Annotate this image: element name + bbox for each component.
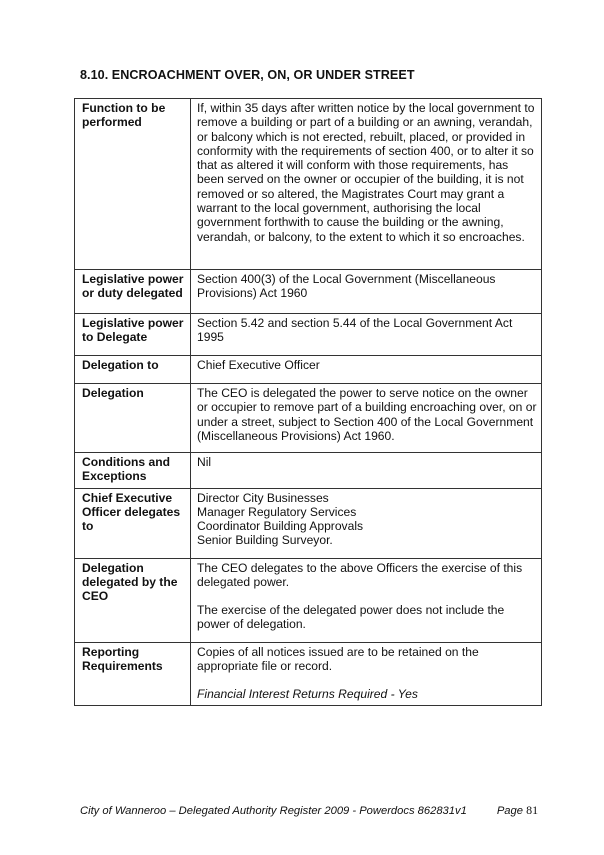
table-row [75, 453, 542, 489]
content-text: Financial Interest Returns Required - Yes [197, 687, 418, 702]
table-row [75, 488, 542, 558]
content-text: Section 400(3) of the Local Government (Miscellaneous Provisions) Act 1960 [197, 272, 496, 301]
row-label: Delegation [75, 384, 191, 453]
page-footer [80, 803, 538, 818]
row-label: Reporting Requirements [75, 642, 191, 706]
section-heading: 8.10. ENCROACHMENT OVER, ON, OR UNDER STREET [80, 68, 415, 82]
delegation-table [74, 98, 542, 706]
row-content [191, 99, 542, 270]
table-row [75, 384, 542, 453]
content-text: The CEO is delegated the power to serve notice on the owner or occupier to remove part of a building encroaching over, on or under a street, subject to Section 400 of the Local Government (Miscellaneous Provisions) Act 1960. [197, 386, 537, 443]
content-text: Coordinator Building Approvals [197, 519, 364, 534]
row-content [191, 270, 542, 314]
content-text: Nil [197, 455, 212, 469]
content-text: Chief Executive Officer [197, 358, 320, 372]
footer-page-number: 81 [526, 803, 539, 817]
row-label: Conditions and Exceptions [75, 453, 191, 489]
table-row [75, 558, 542, 642]
row-label: Delegation delegated by the CEO [75, 558, 191, 642]
content-text: Copies of all notices issued are to be retained on the appropriate file or record. [197, 644, 479, 673]
row-label: Function to be performed [75, 99, 191, 270]
table-row [75, 99, 542, 270]
row-label: Legislative power to Delegate [75, 314, 191, 356]
content-text: If, within 35 days after written notice by the local government to remove a building or part of a building or an awning, verandah, or balcony which is not erected, rebuilt, placed, or provided in conformity with the requirements of section 400, or to alter it so that as altered it will conform with those requirements, has been served on the owner or occupier of the building, it is not removed or so altered, the Magistrates Court may grant a warrant to the local government, authorising the local government forthwith to cause the building or the awning, verandah, or balcony, to the extent to which it so encroaches. [197, 101, 535, 244]
row-content [191, 314, 542, 356]
footer-page-label: Page [496, 805, 523, 817]
row-label: Legislative power or duty delegated [75, 270, 191, 314]
table-row [75, 356, 542, 384]
row-label: Chief Executive Officer delegates to [75, 488, 191, 558]
content-text: Section 5.42 and section 5.44 of the Local Government Act 1995 [197, 316, 513, 345]
content-text: The CEO delegates to the above Officers the exercise of this delegated power. [197, 560, 523, 589]
row-content [191, 384, 542, 453]
row-content [191, 356, 542, 384]
footer-source: City of Wanneroo – Delegated Authority Register 2009 - Powerdocs 862831v1 [80, 805, 467, 817]
table-row [75, 270, 542, 314]
content-text: The exercise of the delegated power does not include the power of delegation. [197, 603, 505, 632]
row-content [191, 453, 542, 489]
table-row [75, 314, 542, 356]
row-content [191, 488, 542, 558]
row-content [191, 558, 542, 642]
content-text: Manager Regulatory Services [197, 504, 357, 519]
content-text: Senior Building Surveyor. [197, 533, 333, 548]
row-label: Delegation to [75, 356, 191, 384]
content-text: Director City Businesses [197, 490, 329, 505]
row-content [191, 642, 542, 706]
table-row [75, 642, 542, 706]
